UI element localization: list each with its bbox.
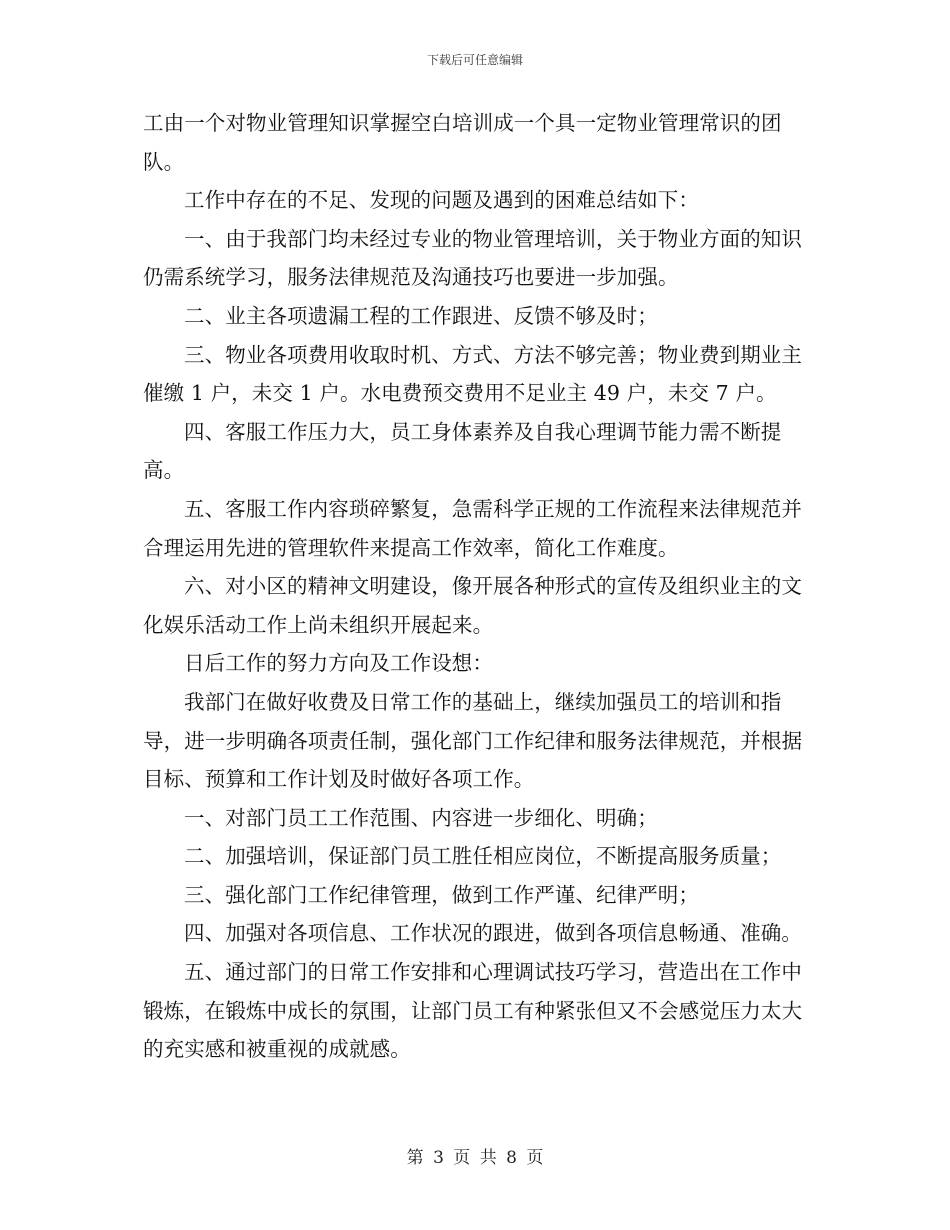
paragraph-7: 五、客服工作内容琐碎繁复，急需科学正规的工作流程来法律规范并合理运用先进的管理软件来提高工作效率，简化工作难度。 — [143, 496, 802, 560]
paragraph-3: 一、由于我部门均未经过专业的物业管理培训，关于物业方面的知识仍需系统学习，服务法律规范及沟通技巧也要进一步加强。 — [143, 226, 802, 290]
paragraph-8: 六、对小区的精神文明建设，像开展各种形式的宣传及组织业主的文化娱乐活动工作上尚未组织开展起来。 — [143, 574, 802, 637]
paragraph-1: 工由一个对物业管理知识掌握空白培训成一个具一定物业管理常识的团队。 — [143, 111, 782, 174]
paragraph-15: 五、通过部门的日常工作安排和心理调试技巧学习，营造出在工作中锻炼，在锻炼中成长的氛围，让部门员工有种紧张但又不会感觉压力太大的充实感和被重视的成就感。 — [143, 960, 803, 1062]
paragraph-11: 一、对部门员工工作范围、内容进一步细化、明确； — [184, 805, 658, 830]
paragraph-12: 二、加强培训，保证部门员工胜任相应岗位，不断提高服务质量； — [184, 844, 782, 869]
paragraph-4: 二、业主各项遗漏工程的工作跟进、反馈不够及时； — [184, 303, 658, 328]
paragraph-10: 我部门在做好收费及日常工作的基础上，继续加强员工的培训和指导，进一步明确各项责任制，强化部门工作纪律和服务法律规范，并根据目标、预算和工作计划及时做好各项工作。 — [143, 689, 803, 792]
paragraph-9: 日后工作的努力方向及工作设想： — [184, 651, 493, 676]
paragraph-5: 三、物业各项费用收取时机、方式、方法不够完善；物业费到期业主催缴 1 户，未交 1 户。水电费预交费用不足业主 49 户，未交 7 户。 — [143, 342, 802, 406]
paragraph-14: 四、加强对各项信息、工作状况的跟进，做到各项信息畅通、准确。 — [184, 921, 802, 946]
page-footer: 第 3 页 共 8 页 — [406, 1148, 544, 1168]
page-header: 下载后可任意编辑 — [426, 53, 523, 67]
paragraph-13: 三、强化部门工作纪律管理，做到工作严谨、纪律严明； — [184, 882, 699, 907]
paragraph-2: 工作中存在的不足、发现的问题及遇到的困难总结如下： — [184, 188, 699, 213]
document-body — [143, 104, 808, 1069]
paragraph-6: 四、客服工作压力大，员工身体素养及自我心理调节能力需不断提高。 — [143, 419, 782, 483]
